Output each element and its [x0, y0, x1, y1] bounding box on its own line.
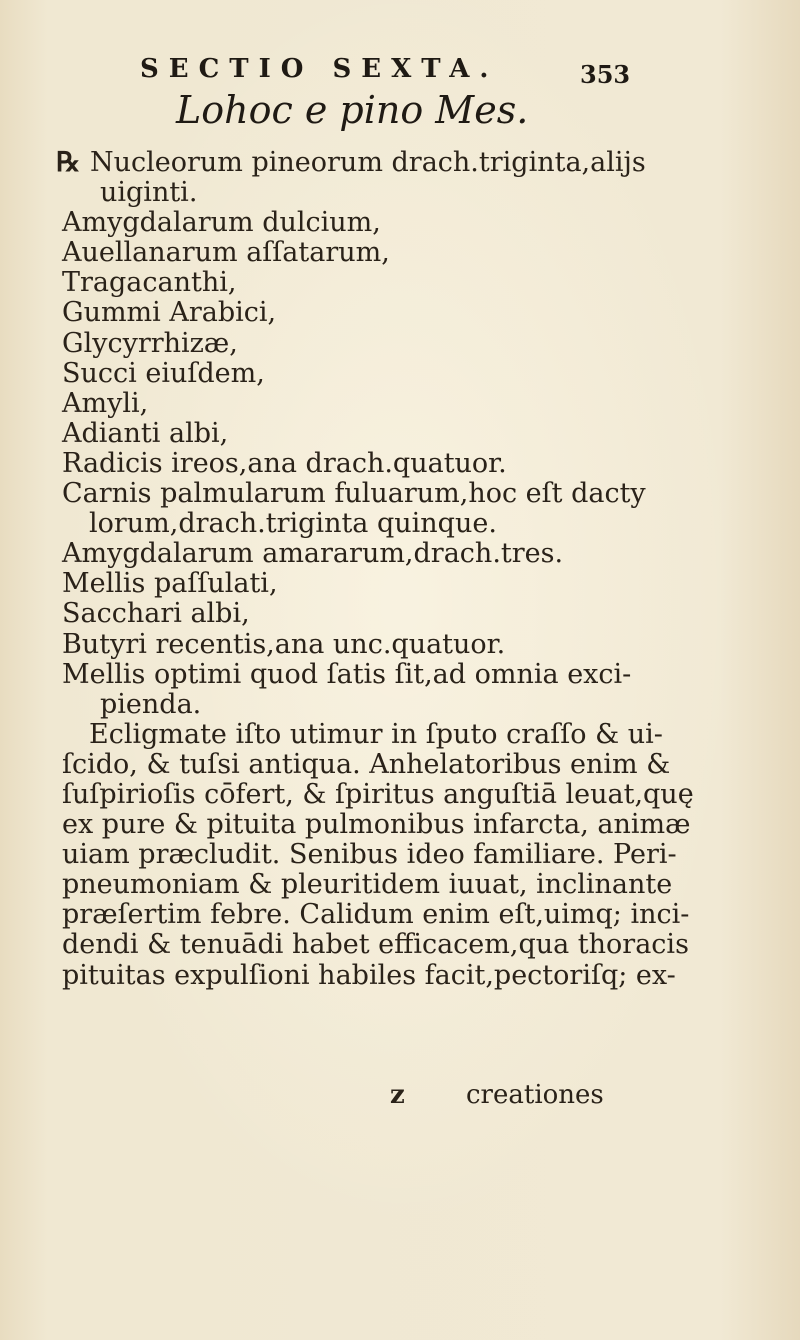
recipe-line: Auellanarum aſſatarum,: [62, 237, 390, 269]
commentary-line: dendi & tenuādi habet efficacem,qua thoracis: [62, 929, 689, 961]
recipe-line: Radicis ireos,ana drach.quatuor.: [62, 447, 507, 479]
commentary-line: præſertim febre. Calidum enim eſt,uimq; inci-: [62, 899, 690, 931]
recipe-symbol-icon: ℞: [56, 147, 81, 178]
recipe-line: Butyri recentis,ana unc.quatuor.: [62, 628, 506, 660]
recipe-line: Mellis paſſulati,: [62, 568, 278, 600]
commentary-line: ex pure & pituita pulmonibus infarcta, animæ: [62, 809, 691, 841]
recipe-line: Amygdalarum amararum,drach.tres.: [62, 538, 564, 570]
commentary-line: pituitas expulſioni habiles facit,pectoriſq; ex-: [62, 959, 676, 991]
signature-mark: z: [390, 1080, 405, 1110]
recipe-line: Mellis optimi quod ſatis ſit,ad omnia exci-: [62, 658, 632, 690]
recipe-line: Carnis palmularum fuluarum,hoc eſt dacty: [62, 478, 646, 510]
page-number: 353: [580, 60, 631, 89]
footer-row: [0, 1080, 800, 1112]
recipe-line: Amygdalarum dulcium,: [62, 207, 381, 239]
running-title: SECTIO SEXTA.: [140, 54, 499, 84]
commentary-line: Ecligmate iſto utimur in ſputo craſſo & ui-: [89, 718, 663, 750]
recipe-title: Lohoc e pino Mes.: [176, 88, 529, 132]
catchword: creationes: [466, 1080, 604, 1110]
recipe-line: lorum,drach.triginta quinque.: [89, 508, 497, 540]
commentary-line: pneumoniam & pleuritidem iuuat, inclinante: [62, 869, 673, 901]
commentary-line: uiam præcludit. Senibus ideo familiare. Peri-: [62, 839, 677, 871]
recipe-line: Tragacanthi,: [62, 267, 237, 299]
recipe-line: Gummi Arabici,: [62, 297, 277, 329]
recipe-line: Adianti albi,: [62, 417, 229, 449]
recipe-line: Succi eiuſdem,: [62, 357, 265, 389]
commentary-line: ſcido, & tuſsi antiqua. Anhelatoribus enim &: [62, 748, 671, 780]
recipe-line: uiginti.: [100, 177, 198, 209]
recipe-line: pienda.: [100, 688, 202, 720]
body-text: [40, 147, 694, 991]
recipe-line: Amyli,: [62, 387, 149, 419]
recipe-line: ℞ Nucleorum pineorum drach.triginta,alijs: [56, 147, 646, 178]
commentary-line: ſuſpirioſis cōfert, & ſpiritus anguſtiā leuat,quę: [62, 778, 694, 810]
recipe-line: Sacchari albi,: [62, 598, 250, 630]
recipe-line: Glycyrrhizæ,: [62, 327, 238, 359]
